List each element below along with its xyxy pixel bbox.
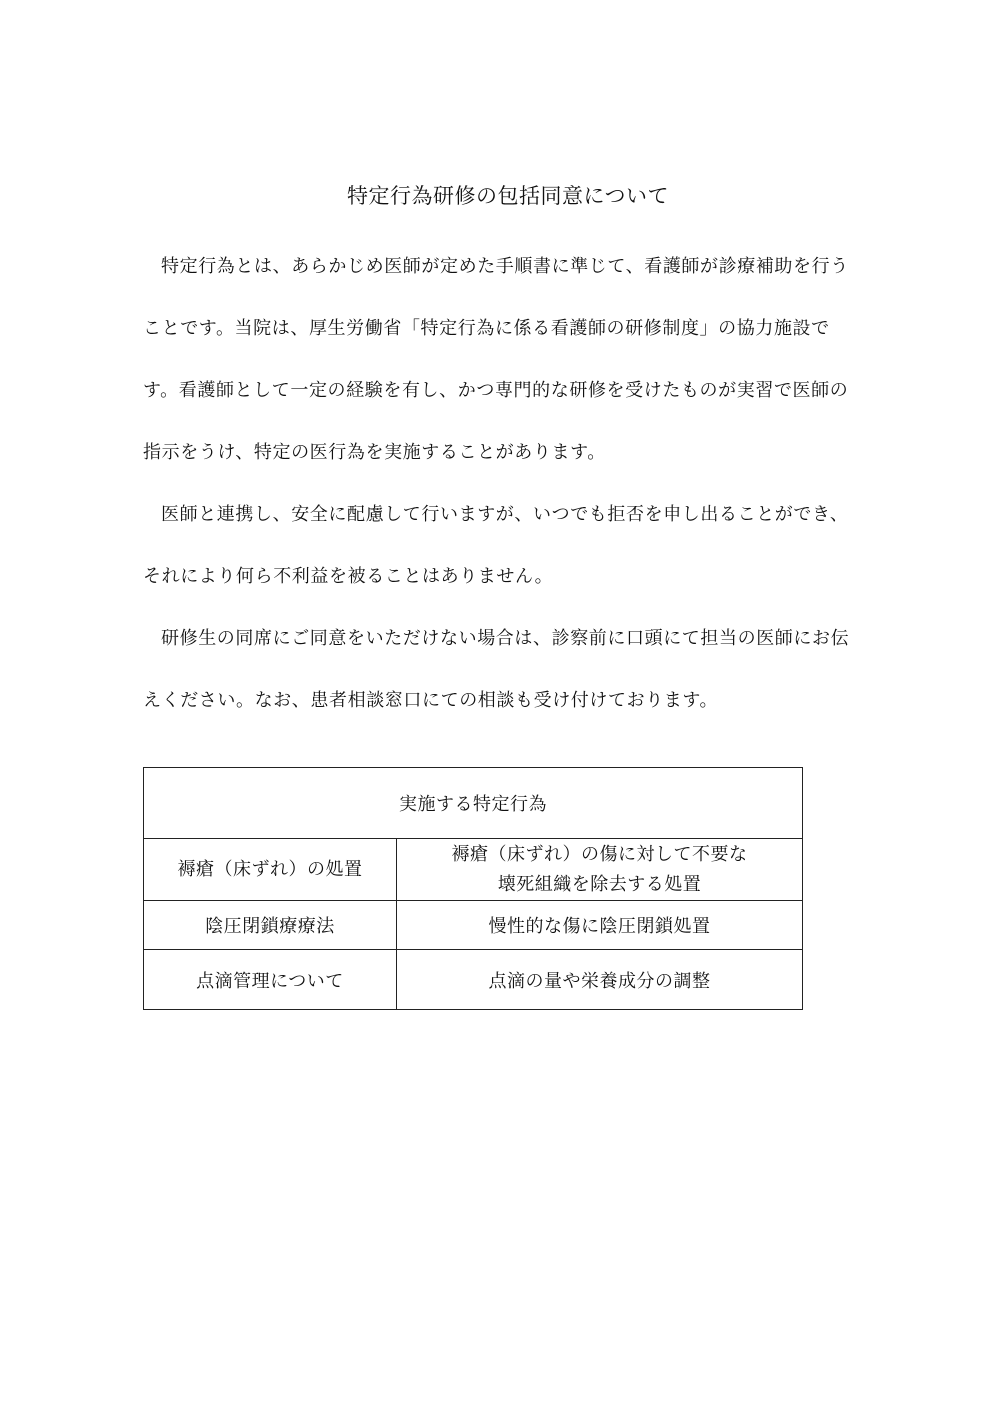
table-header: 実施する特定行為 [144,768,803,839]
treatment-name: 点滴管理について [144,950,397,1010]
table-row [144,839,803,901]
paragraph-purpose: 特定行為とは、あらかじめ医師が定めた手順書に準じて、看護師が診療補助を行うことです。当院は、厚生労働省「特定行為に係る看護師の研修制度」の協力施設です。看護師として一定の経験を有し、かつ専門的な研修を受けたものが実習で医師の指示をうけ、特定の医行為を実施することがあります。 [143,256,849,463]
treatment-description: 点滴の量や栄養成分の調整 [397,950,803,1010]
paragraph-consent: 研修生の同席にご同意をいただけない場合は、診察前に口頭にて担当の医師にお伝えください。なお、患者相談窓口にての相談も受け付けております。 [143,628,850,711]
treatment-description: 慢性的な傷に陰圧閉鎖処置 [397,901,803,950]
treatment-name: 陰圧閉鎖療療法 [144,901,397,950]
document-title: 特定行為研修の包括同意について [346,184,670,208]
treatment-description-line: 褥瘡（床ずれ）の傷に対して不要な [451,843,748,865]
document-body [143,236,859,732]
table-row [144,901,803,950]
paragraph-safety: 医師と連携し、安全に配慮して行いますが、いつでも拒否を申し出ることができ、それにより何ら不利益を被ることはありません。 [143,504,849,587]
table-row [144,950,803,1010]
treatment-description-line: 壊死組織を除去する処置 [497,873,702,895]
treatment-name: 褥瘡（床ずれ）の処置 [144,839,397,901]
treatment-description [397,839,803,901]
table-header-row [144,768,803,839]
treatment-table [143,767,803,1010]
